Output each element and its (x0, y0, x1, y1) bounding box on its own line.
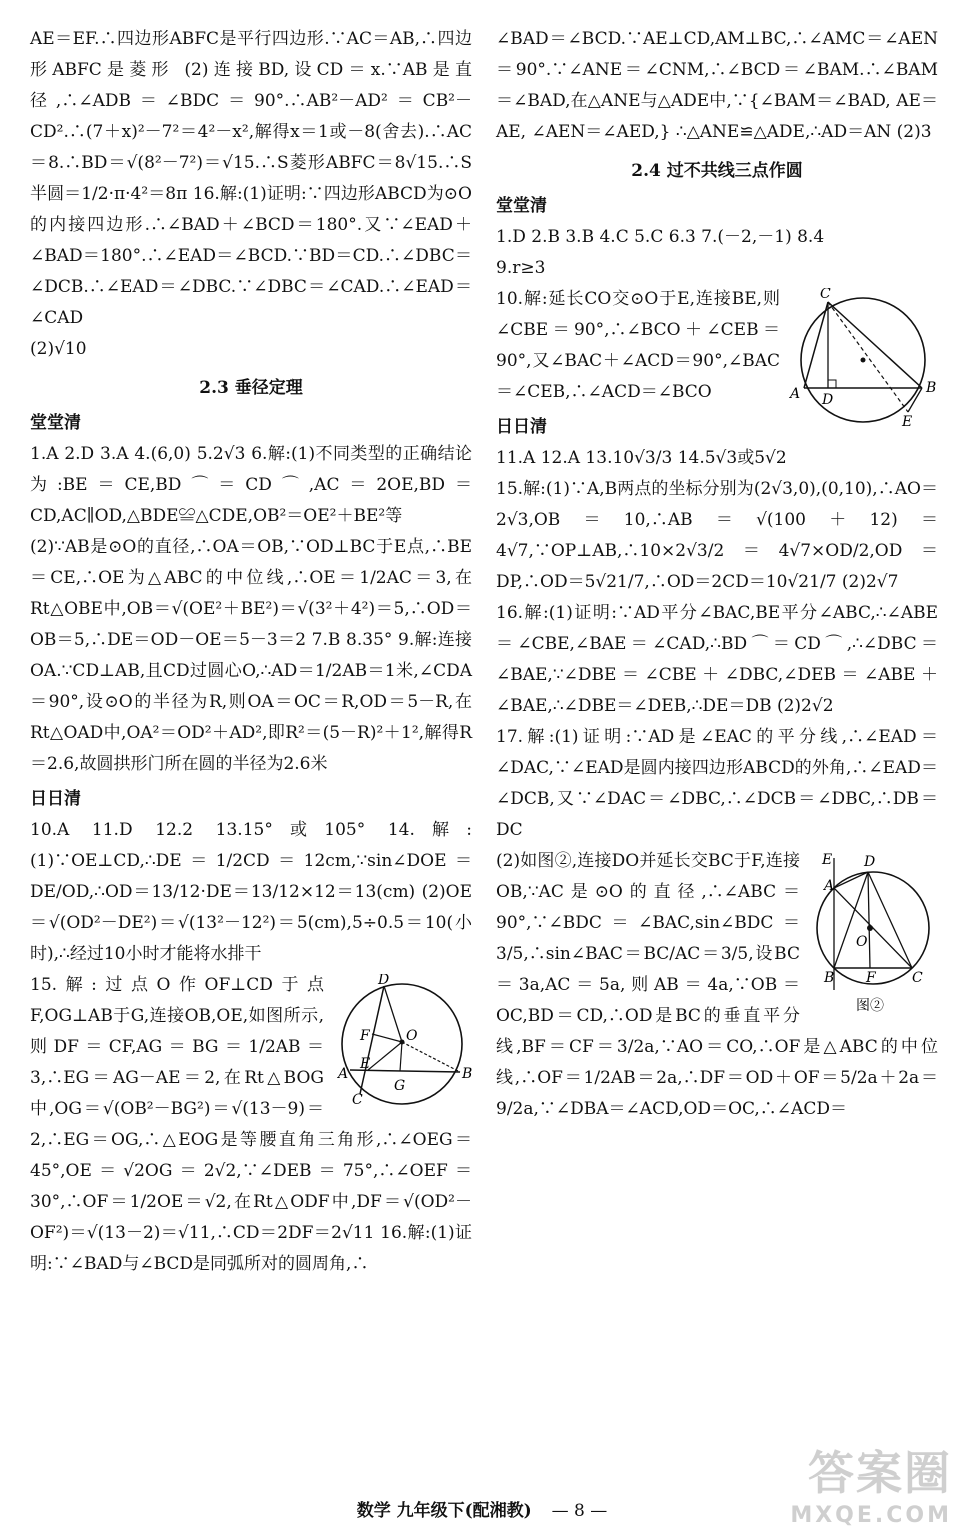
left-column (30, 24, 472, 1280)
fig-label: A (790, 386, 801, 402)
circle-figure-q10 (788, 288, 938, 428)
subsection-ririqing: 日日清 (496, 417, 547, 437)
watermark-bottom: MXQE.COM (790, 1503, 952, 1528)
left-para-5: 10.A 11.D 12.2 13.15°或105° 14.解:(1)∵OE⊥CD,∴DE＝1/2CD＝12cm,∵sin∠DOE＝DE/OD,∴OD＝13/12·DE＝13/12×12＝13(cm) (2)OE＝√(OD²－DE²)＝√(13²－12²)＝5(cm),5÷0.5＝10(小时),∴经过10小时才能将水排干 (30, 820, 472, 964)
fig-label: O (856, 934, 868, 950)
section-heading-2-3: 2.3 垂径定理 (199, 378, 303, 398)
fig-label: D (864, 854, 876, 870)
watermark-top: 答案圈 (808, 1446, 952, 1500)
page-number: — 8 — (551, 1501, 608, 1521)
fig-label: A (824, 878, 835, 894)
right-para-6: 15.解:(1)∵A,B两点的坐标分别为(2√3,0),(0,10),∴AO＝2√3,OB＝10,∴AB＝√(100＋12)＝4√7,∵OP⊥AB,∴10×2√3/2＝4√7×OD/2,OD＝DP,∴OD＝5√21/7,∴OD＝2CD＝10√21/7 (2)2√7 (496, 479, 938, 592)
watermark (790, 1437, 952, 1528)
left-para-2: (2)√10 (30, 339, 87, 359)
right-para-1: ∠BAD＝∠BCD.∵AE⊥CD,AM⊥BC,∴∠AMC＝∠AEN＝90°.∵∠ANE＝∠CNM,∴∠BCD＝∠BAM.∴∠BAM＝∠BAD,在△ANE与△ADE中,∵{∠BAM＝∠BAD, AE＝AE, ∠AEN＝∠AED,} ∴△ANE≌△ADE,∴AD＝AN (2)3 (496, 29, 938, 142)
left-para-6: 15.解:过点O作OF⊥CD于点F,OG⊥AB于G,连接OB,OE,如图所示,则DF＝CF,AG＝BG＝1/2AB＝3,∴EG＝AG－AE＝2,在Rt△BOG中,OG＝√(OB²－BG²)＝√(13－9)＝2,∴EG＝OG,∴△EOG是等腰直角三角形,∴∠OEG＝45°,OE＝√2OG＝2√2,∵∠DEB＝75°,∴∠OEF＝30°,∴OF＝1/2OE＝√2,在Rt△ODF中,DF＝√(OD²－OF²)＝√(13－2)＝√11,∴CD＝2DF＝2√11 16.解:(1)证明:∵∠BAD与∠BCD是同弧所对的圆周角,∴ (30, 975, 472, 1274)
fig-label: D (378, 974, 390, 988)
circle-figure-q15 (332, 974, 472, 1114)
right-para-5: 11.A 12.A 13.10√3/3 14.5√3或5√2 (496, 448, 787, 468)
fig-label: C (912, 970, 923, 986)
fig-label: E (902, 414, 913, 428)
fig-label: B (824, 970, 835, 986)
right-para-7: 16.解:(1)证明:∵AD平分∠BAC,BE平分∠ABC,∴∠ABE＝∠CBE,∠BAE＝∠CAD,∴BD⌒＝CD⌒,∴∠DBC＝∠BAE,∵∠DBE＝∠CBE＋∠DBC,∠DEB＝∠ABE＋∠BAE,∴∠DBE＝∠DEB,∴DE＝DB (2)2√2 (496, 603, 938, 716)
right-para-2: 1.D 2.B 3.B 4.C 5.C 6.3 7.(－2,－1) 8.4 (496, 227, 825, 247)
circle-figure-2 (808, 850, 938, 1020)
fig-caption: 图② (856, 998, 884, 1014)
fig-label: C (352, 1092, 363, 1108)
fig-label: A (338, 1066, 349, 1082)
left-para-1: AE＝EF.∴四边形ABFC是平行四边形.∵AC＝AB,∴四边形ABFC是菱形 (2)连接BD,设CD＝x.∵AB是直径,∴∠ADB＝∠BDC＝90°.∴AB²－AD²＝CB²－CD².∴(7＋x)²－7²＝4²－x²,解得x＝1或－8(舍去).∴AC＝8.∴BD＝√(8²－7²)＝√15.∴S菱形ABFC＝8√15.∴S半圆＝1/2·π·4²＝8π 16.解:(1)证明:∵四边形ABCD为⊙O的内接四边形.∴∠BAD＋∠BCD＝180°.又∵∠EAD＋∠BAD＝180°.∴∠EAD＝∠BCD.∵BD＝CD.∴∠DBC＝∠DCB.∴∠EAD＝∠DBC.∵∠DBC＝∠CAD.∴∠EAD＝∠CAD (30, 29, 472, 328)
fig-label: C (820, 288, 831, 302)
fig-label: F (360, 1028, 370, 1044)
fig-label: B (462, 1066, 472, 1082)
right-para-8: 17.解:(1)证明:∵AD是∠EAC的平分线,∴∠EAD＝∠DAC,∵∠EAD是圆内接四边形ABCD的外角,∴∠EAD＝∠DCB,又∵∠DAC＝∠DBC,∴∠DCB＝∠DBC,∴DB＝DC (496, 727, 938, 840)
fig-label: F (866, 970, 876, 986)
fig-label: D (822, 392, 834, 408)
subsection-tangtangqing: 堂堂清 (30, 413, 81, 433)
right-column (496, 24, 938, 1125)
right-para-4: 10.解:延长CO交⊙O于E,连接BE,则∠CBE＝90°,∴∠BCO＋∠CEB＝90°,又∠BAC＋∠ACD＝90°,∠BAC＝∠CEB,∴∠ACD＝∠BCO (496, 289, 780, 402)
right-para-3: 9.r≥3 (496, 258, 546, 278)
left-para-3: 1.A 2.D 3.A 4.(6,0) 5.2√3 6.解:(1)不同类型的正确结论为:BE＝CE,BD⌒＝CD⌒,AC＝2OE,BD＝CD,AC∥OD,△BDE≌△CDE,OB²＝OE²＋BE²等 (30, 444, 472, 526)
fig-label: E (822, 852, 833, 868)
fig-label: O (406, 1028, 418, 1044)
subsection-ririqing: 日日清 (30, 789, 81, 809)
footer-subject: 数学 (356, 1501, 391, 1521)
fig-label: B (926, 380, 937, 396)
right-para-9: (2)如图②,连接DO并延长交BC于F,连接OB,∵AC是⊙O的直径,∴∠ABC＝90°,∵∠BDC＝∠BAC,sin∠BDC＝3/5,∴sin∠BAC＝BC/AC＝3/5,设BC＝3a,AC＝5a,则AB＝4a,∵OB＝OC,BD＝CD,∴OD是BC的垂直平分线,BF＝CF＝3/2a,∵AO＝CO,∴OF是△ABC的中位线,∴OF＝1/2AB＝2a,∴DF＝OD＋OF＝5/2a＋2a＝9/2a,∵∠DBA＝∠ACD,OD＝OC,∴∠ACD＝ (496, 851, 938, 1119)
fig-label: G (394, 1078, 406, 1094)
subsection-tangtangqing: 堂堂清 (496, 196, 547, 216)
section-heading-2-4: 2.4 过不共线三点作圆 (631, 161, 803, 181)
fig-label: E (360, 1056, 371, 1072)
footer-grade: 九年级下(配湘教) (396, 1501, 532, 1521)
left-para-4: (2)∵AB是⊙O的直径,∴OA＝OB,∵OD⊥BC于E点,∴BE＝CE,∴OE为△ABC的中位线,∴OE＝1/2AC＝3,在Rt△OBE中,OB＝√(OE²＋BE²)＝√(3²＋4²)＝5,∴OD＝OB＝5,∴DE＝OD－OE＝5－3＝2 7.B 8.35° 9.解:连接OA.∵CD⊥AB,且CD过圆心O,∴AD＝1/2AB＝1米,∠CDA＝90°,设⊙O的半径为R,则OA＝OC＝R,OD＝5－R,在Rt△OAD中,OA²＝OD²＋AD²,即R²＝(5－R)²＋1²,解得R＝2.6,故圆拱形门所在圆的半径为2.6米 (30, 537, 472, 774)
